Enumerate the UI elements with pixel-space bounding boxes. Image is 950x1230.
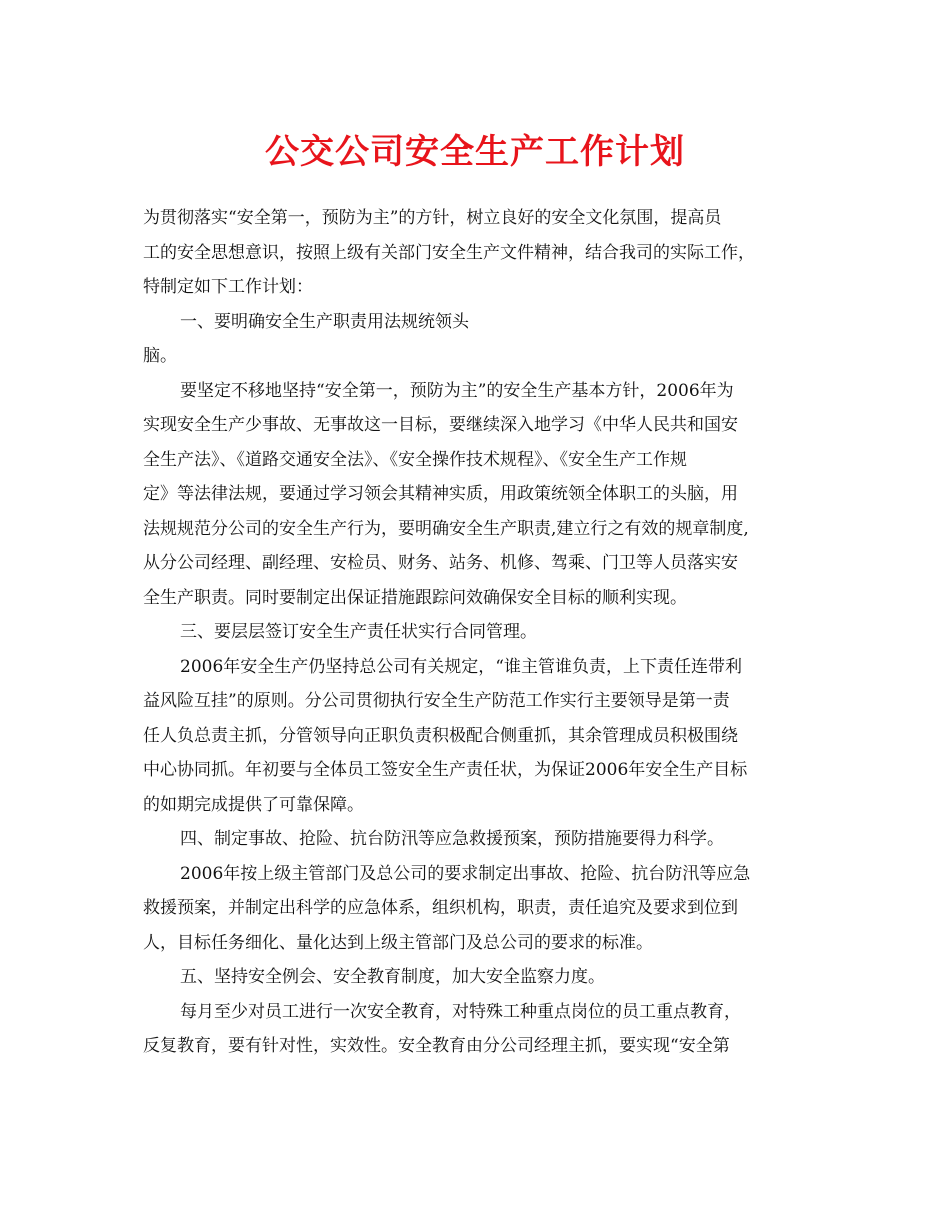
text-line: 人，目标任务细化、量化达到上级主管部门及总公司的要求的标准。 xyxy=(143,932,653,953)
text-line: 脑。 xyxy=(143,346,177,366)
text-line: 中心协同抓。年初要与全体员工签安全生产责任状，为保证2006年安全生产目标 xyxy=(143,760,748,780)
text-line: 一、要明确安全生产职责用法规统领头 xyxy=(180,311,469,332)
text-line: 为贯彻落实“安全第一，预防为主”的方针，树立良好的安全文化氛围，提高员 xyxy=(143,208,722,228)
text-line: 2006年安全生产仍坚持总公司有关规定，“谁主管谁负责，上下责任连带利 xyxy=(180,656,742,677)
text-line: 全生产职责。同时要制定出保证措施跟踪问效确保安全目标的顺利实现。 xyxy=(143,587,687,608)
text-line: 定》等法律法规，要通过学习领会其精神实质，用政策统领全体职工的头脑，用 xyxy=(143,484,738,504)
text-line: 任人负总责主抓，分管领导向正职负责积极配合侧重抓，其余管理成员积极围绕 xyxy=(143,725,738,746)
text-line: 的如期完成提供了可靠保障。 xyxy=(143,794,364,815)
text-line: 实现安全生产少事故、无事故这一目标，要继续深入地学习《中华人民共和国安 xyxy=(143,415,738,435)
text-line: 反复教育，要有针对性，实效性。安全教育由分公司经理主抓，要实现“安全第 xyxy=(143,1036,730,1056)
document-body xyxy=(143,201,803,1064)
text-line: 要坚定不移地坚持“安全第一，预防为主”的安全生产基本方针，2006年为 xyxy=(180,380,734,401)
text-line: 2006年按上级主管部门及总公司的要求制定出事故、抢险、抗台防汛等应急 xyxy=(180,863,751,884)
text-line: 四、制定事故、抢险、抗台防汛等应急救援预案，预防措施要得力科学。 xyxy=(180,829,724,849)
text-line: 救援预案，并制定出科学的应急体系，组织机构，职责，责任追究及要求到位到 xyxy=(143,898,738,918)
text-line: 每月至少对员工进行一次安全教育，对特殊工种重点岗位的员工重点教育， xyxy=(180,1001,741,1022)
text-line: 益风险互挂”的原则。分公司贯彻执行安全生产防范工作实行主要领导是第一责 xyxy=(143,691,730,711)
text-line: 特制定如下工作计划： xyxy=(143,277,313,297)
text-line: 全生产法》、《道路交通安全法》、《安全操作技术规程》、《安全生产工作规 xyxy=(143,449,687,470)
text-line: 五、坚持安全例会、安全教育制度，加大安全监察力度。 xyxy=(180,967,605,987)
document-title: 公交公司安全生产工作计划 xyxy=(265,132,685,172)
text-line: 法规规范分公司的安全生产行为，要明确安全生产职责,建立行之有效的规章制度, xyxy=(143,518,749,539)
text-line: 工的安全思想意识，按照上级有关部门安全生产文件精神，结合我司的实际工作， xyxy=(143,242,755,263)
text-line: 三、要层层签订安全生产责任状实行合同管理。 xyxy=(180,622,537,642)
text-line: 从分公司经理、副经理、安检员、财务、站务、机修、驾乘、门卫等人员落实安 xyxy=(143,553,738,573)
